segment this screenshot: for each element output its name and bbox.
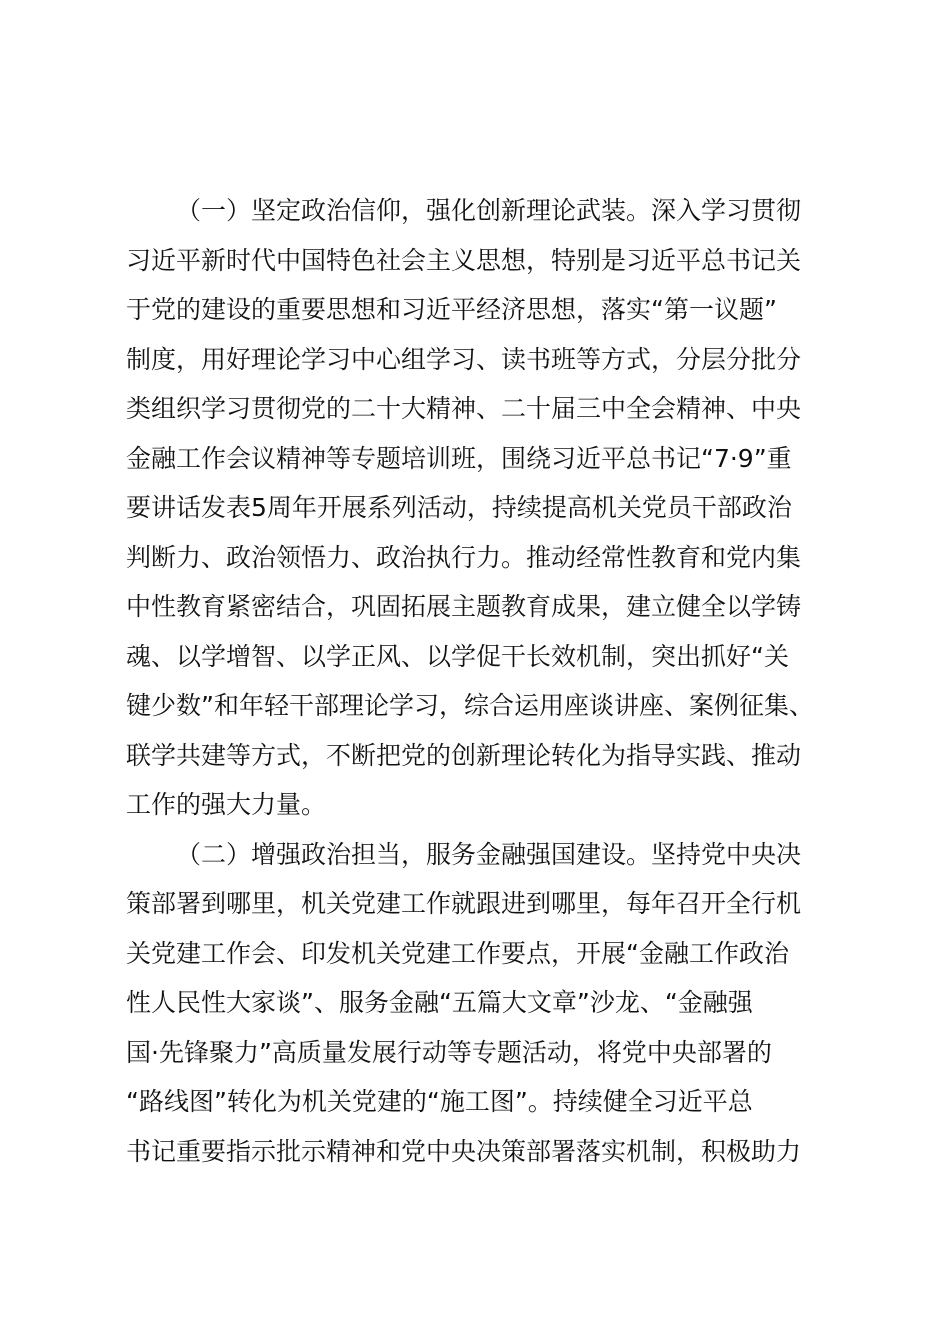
text-line: 制度，用好理论学习中心组学习、读书班等方式，分层分批分 [126, 344, 802, 374]
paragraph-2 [126, 830, 846, 1177]
text-line: 性人民性大家谈”、服务金融“五篇大文章”沙龙、“金融强 [126, 988, 753, 1017]
text-line: 键少数”和年轻干部理论学习，综合运用座谈讲座、案例征集、 [126, 691, 814, 720]
text-line: 关党建工作会、印发机关党建工作要点，开展“金融工作政治 [126, 938, 789, 968]
text-line: 工作的强大力量。 [126, 790, 327, 819]
text-line: 习近平新时代中国特色社会主义思想，特别是习近平总书记关 [126, 245, 802, 275]
text-line: 要讲话发表5周年开展系列活动，持续提高机关党员干部政治 [126, 493, 792, 522]
text-line: 策部署到哪里，机关党建工作就跟进到哪里，每年召开全行机 [126, 889, 802, 918]
text-line: “路线图”转化为机关党建的“施工图”。持续健全习近平总 [126, 1087, 753, 1116]
text-line: 书记重要指示批示精神和党中央决策部署落实机制，积极助力 [126, 1136, 802, 1166]
document-body [126, 186, 846, 1176]
paragraph-1 [126, 186, 846, 830]
text-line: 联学共建等方式，不断把党的创新理论转化为指导实践、推动 [126, 740, 802, 770]
text-line: 判断力、政治领悟力、政治执行力。推动经常性教育和党内集 [126, 542, 802, 572]
text-line: 金融工作会议精神等专题培训班，围绕习近平总书记“7·9”重 [126, 443, 792, 473]
text-line: （一）坚定政治信仰，强化创新理论武装。深入学习贯彻 [176, 196, 802, 225]
text-line: 魂、以学增智、以学正风、以学促干长效机制，突出抓好“关 [126, 641, 789, 671]
text-line: 国·先锋聚力”高质量发展行动等专题活动，将党中央部署的 [126, 1037, 772, 1067]
text-line: 于党的建设的重要思想和习近平经济思想，落实“第一议题” [126, 295, 777, 324]
text-line: 类组织学习贯彻党的二十大精神、二十届三中全会精神、中央 [126, 394, 802, 423]
text-line: （二）增强政治担当，服务金融强国建设。坚持党中央决 [176, 839, 802, 869]
text-line: 中性教育紧密结合，巩固拓展主题教育成果，建立健全以学铸 [126, 592, 802, 621]
